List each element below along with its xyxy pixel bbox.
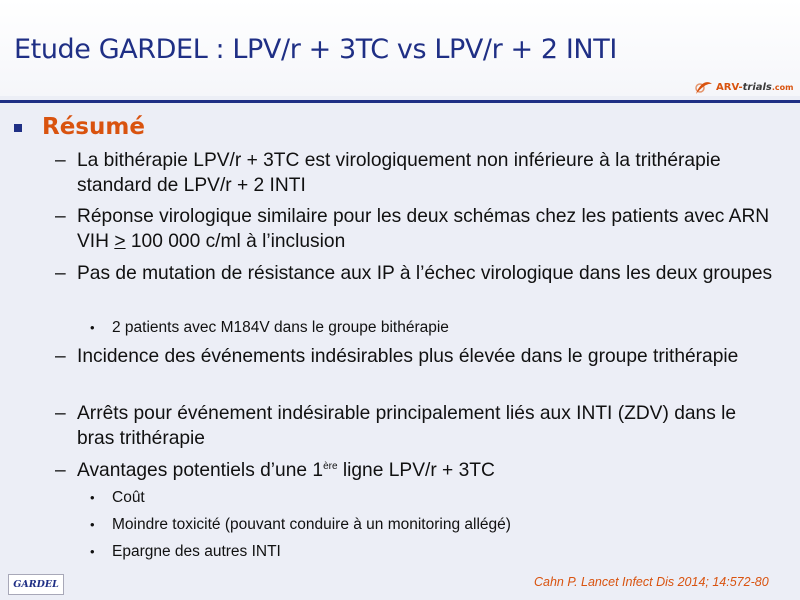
bullet-item [55,204,775,254]
dash-bullet: – [55,150,66,171]
bullet-item [55,344,775,369]
logo-trials: trials [742,81,772,93]
study-badge: GARDEL [8,574,64,595]
square-bullet-icon [14,124,22,132]
dash-bullet: – [55,346,66,367]
summary-heading [14,114,145,140]
bullet-item [55,401,775,451]
dot-bullet: • [90,320,95,335]
sub-bullet-text: Epargne des autres INTI [112,543,281,560]
sub-bullet-text: Moindre toxicité (pouvant conduire à un monitoring allégé) [112,516,511,533]
bullet-text: Arrêts pour événement indésirable principalement liés aux INTI (ZDV) dans le bras trithérapie [77,403,737,449]
bullet-text: Pas de mutation de résistance aux IP à l’échec virologique dans les deux groupes [77,263,773,284]
logo-text [716,82,794,93]
bullet-text-part: Réponse virologique similaire pour les deux schémas chez les patients avec ARN VIH [77,206,770,252]
superscript: ère [323,461,338,472]
bullet-text [77,204,775,254]
citation: Cahn P. Lancet Infect Dis 2014; 14:572-80 [534,575,769,589]
bullet-item [55,261,775,286]
sub-bullet-item [90,515,770,535]
sub-bullet-text: 2 patients avec M184V dans le groupe bithérapie [112,319,449,336]
dot-bullet: • [90,490,95,505]
greater-equal-symbol: > [114,231,126,252]
dot-bullet: • [90,544,95,559]
logo-com: .com [771,82,794,92]
arv-trials-logo [692,78,794,96]
ribbon-icon [692,78,714,96]
dash-bullet: – [55,263,66,284]
bullet-text: Incidence des événements indésirables plus élevée dans le groupe trithérapie [77,346,739,367]
bullet-item [55,458,775,483]
title-divider [0,100,800,103]
bullet-text-part: ligne LPV/r + 3TC [337,460,495,481]
heading-text: Résumé [42,114,145,140]
sub-bullet-item [90,318,770,338]
slide-title: Etude GARDEL : LPV/r + 3TC vs LPV/r + 2 INTI [14,34,617,65]
bullet-text-part: 100 000 c/ml à l’inclusion [125,231,346,252]
logo-arv: ARV- [716,81,743,93]
dash-bullet: – [55,460,66,481]
bullet-text-part: Avantages potentiels d’une 1 [77,460,324,481]
sub-bullet-item [90,488,770,508]
sub-bullet-text: Coût [112,489,145,506]
dash-bullet: – [55,403,66,424]
sub-bullet-item [90,542,770,562]
bullet-text: La bithérapie LPV/r + 3TC est virologiquement non inférieure à la trithérapie standard de LPV/r + 2 INTI [77,150,721,196]
dash-bullet: – [55,206,66,227]
bullet-text [77,458,775,483]
dot-bullet: • [90,517,95,532]
bullet-item [55,148,775,198]
